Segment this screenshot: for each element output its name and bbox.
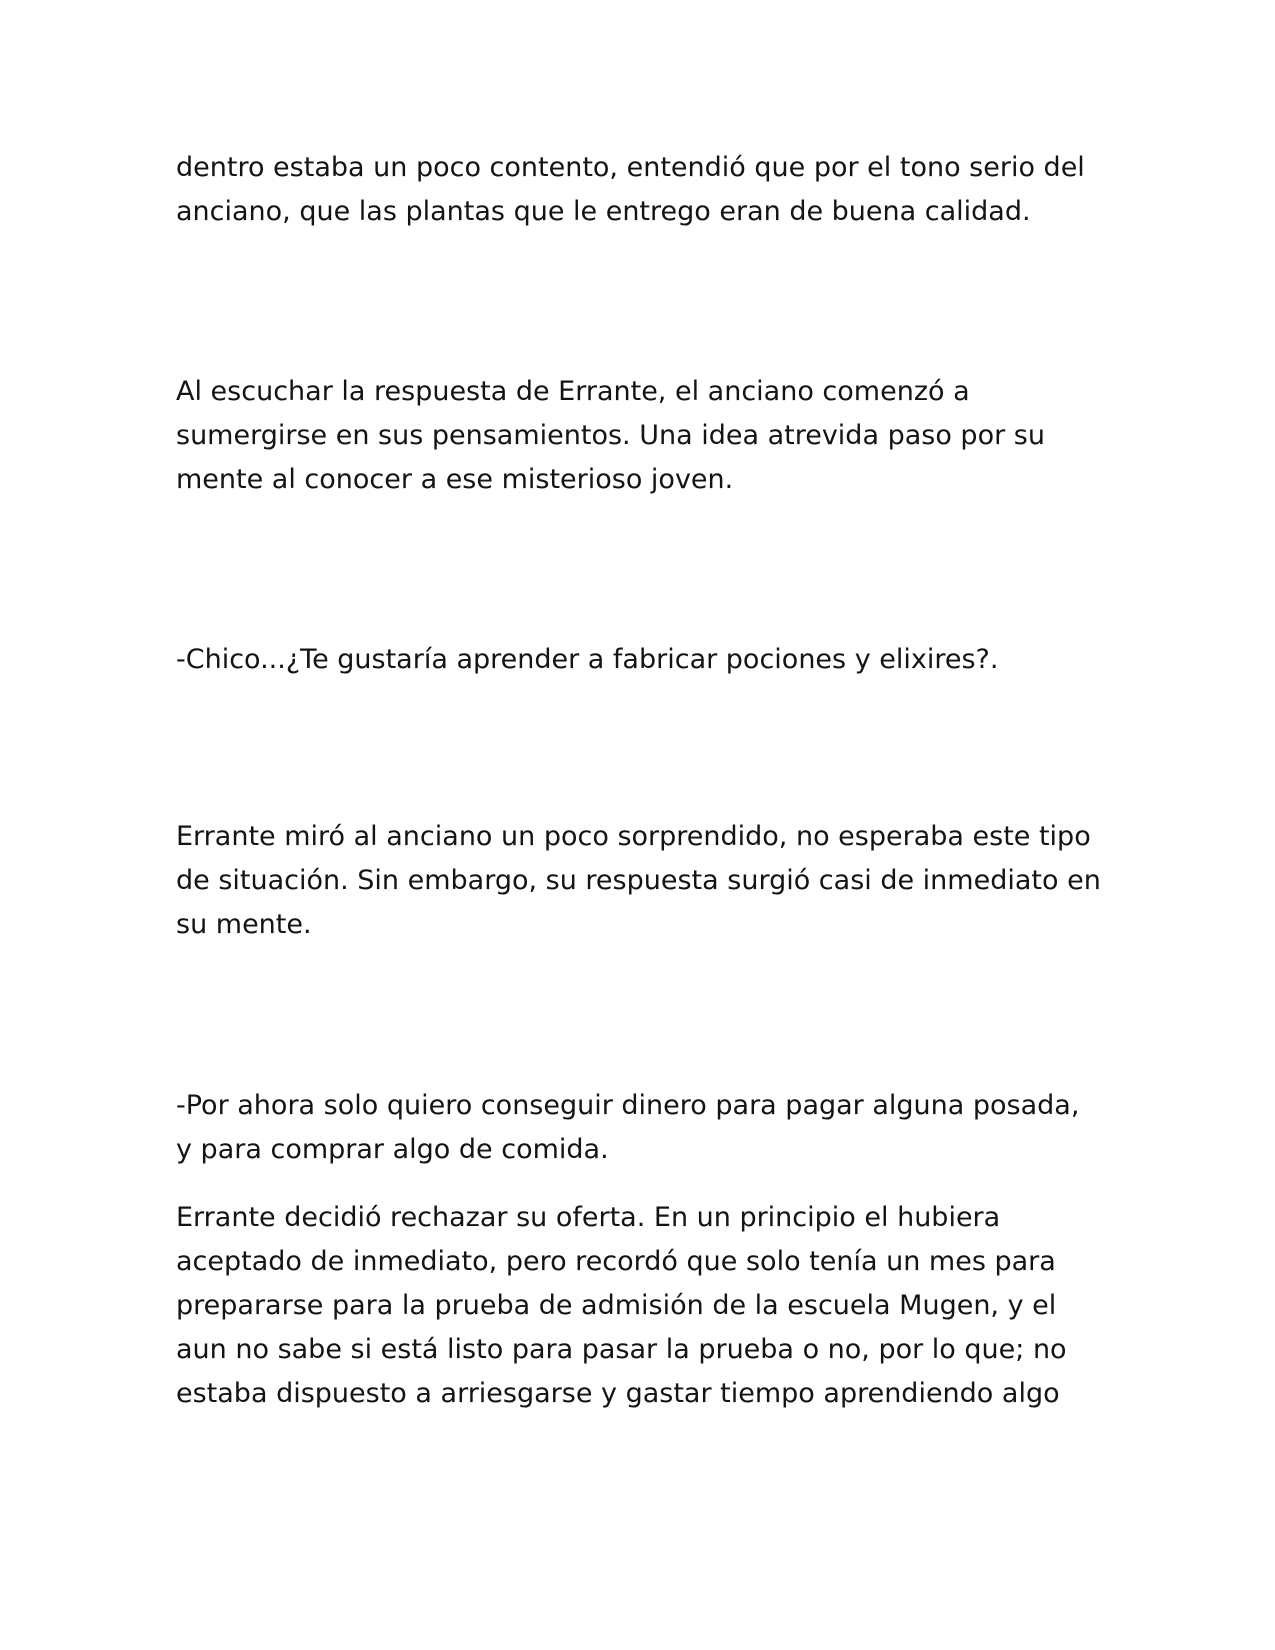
text-line: estaba dispuesto a arriesgarse y gastar tiempo aprendiendo algo <box>176 1378 1060 1409</box>
text-line: -Por ahora solo quiero conseguir dinero para pagar alguna posada, <box>176 1090 1080 1121</box>
text-line: su mente. <box>176 909 312 940</box>
text-line: anciano, que las plantas que le entrego eran de buena calidad. <box>176 196 1031 227</box>
text-line: aun no sabe si está listo para pasar la prueba o no, por lo que; no <box>176 1334 1067 1365</box>
paragraph-4 <box>176 815 1106 947</box>
text-line: Errante miró al anciano un poco sorprendido, no esperaba este tipo <box>176 821 1091 852</box>
paragraph-5-dialogue <box>176 1084 1106 1172</box>
text-line: y para comprar algo de comida. <box>176 1134 609 1165</box>
text-line: prepararse para la prueba de admisión de la escuela Mugen, y el <box>176 1290 1057 1321</box>
text-line: aceptado de inmediato, pero recordó que solo tenía un mes para <box>176 1246 1056 1277</box>
text-line: mente al conocer a ese misterioso joven. <box>176 464 734 495</box>
text-line: de situación. Sin embargo, su respuesta surgió casi de inmediato en <box>176 865 1101 896</box>
text-line: Errante decidió rechazar su oferta. En un principio el hubiera <box>176 1202 1001 1233</box>
text-line: Al escuchar la respuesta de Errante, el anciano comenzó a <box>176 376 970 407</box>
paragraph-2 <box>176 370 1106 502</box>
text-line: -Chico...¿Te gustaría aprender a fabricar pociones y elixires?. <box>176 644 999 675</box>
text-line: dentro estaba un poco contento, entendió que por el tono serio del <box>176 152 1085 183</box>
paragraph-6 <box>176 1196 1106 1416</box>
paragraph-3-dialogue <box>176 638 1106 682</box>
paragraph-1 <box>176 146 1106 234</box>
text-line: sumergirse en sus pensamientos. Una idea atrevida paso por su <box>176 420 1045 451</box>
